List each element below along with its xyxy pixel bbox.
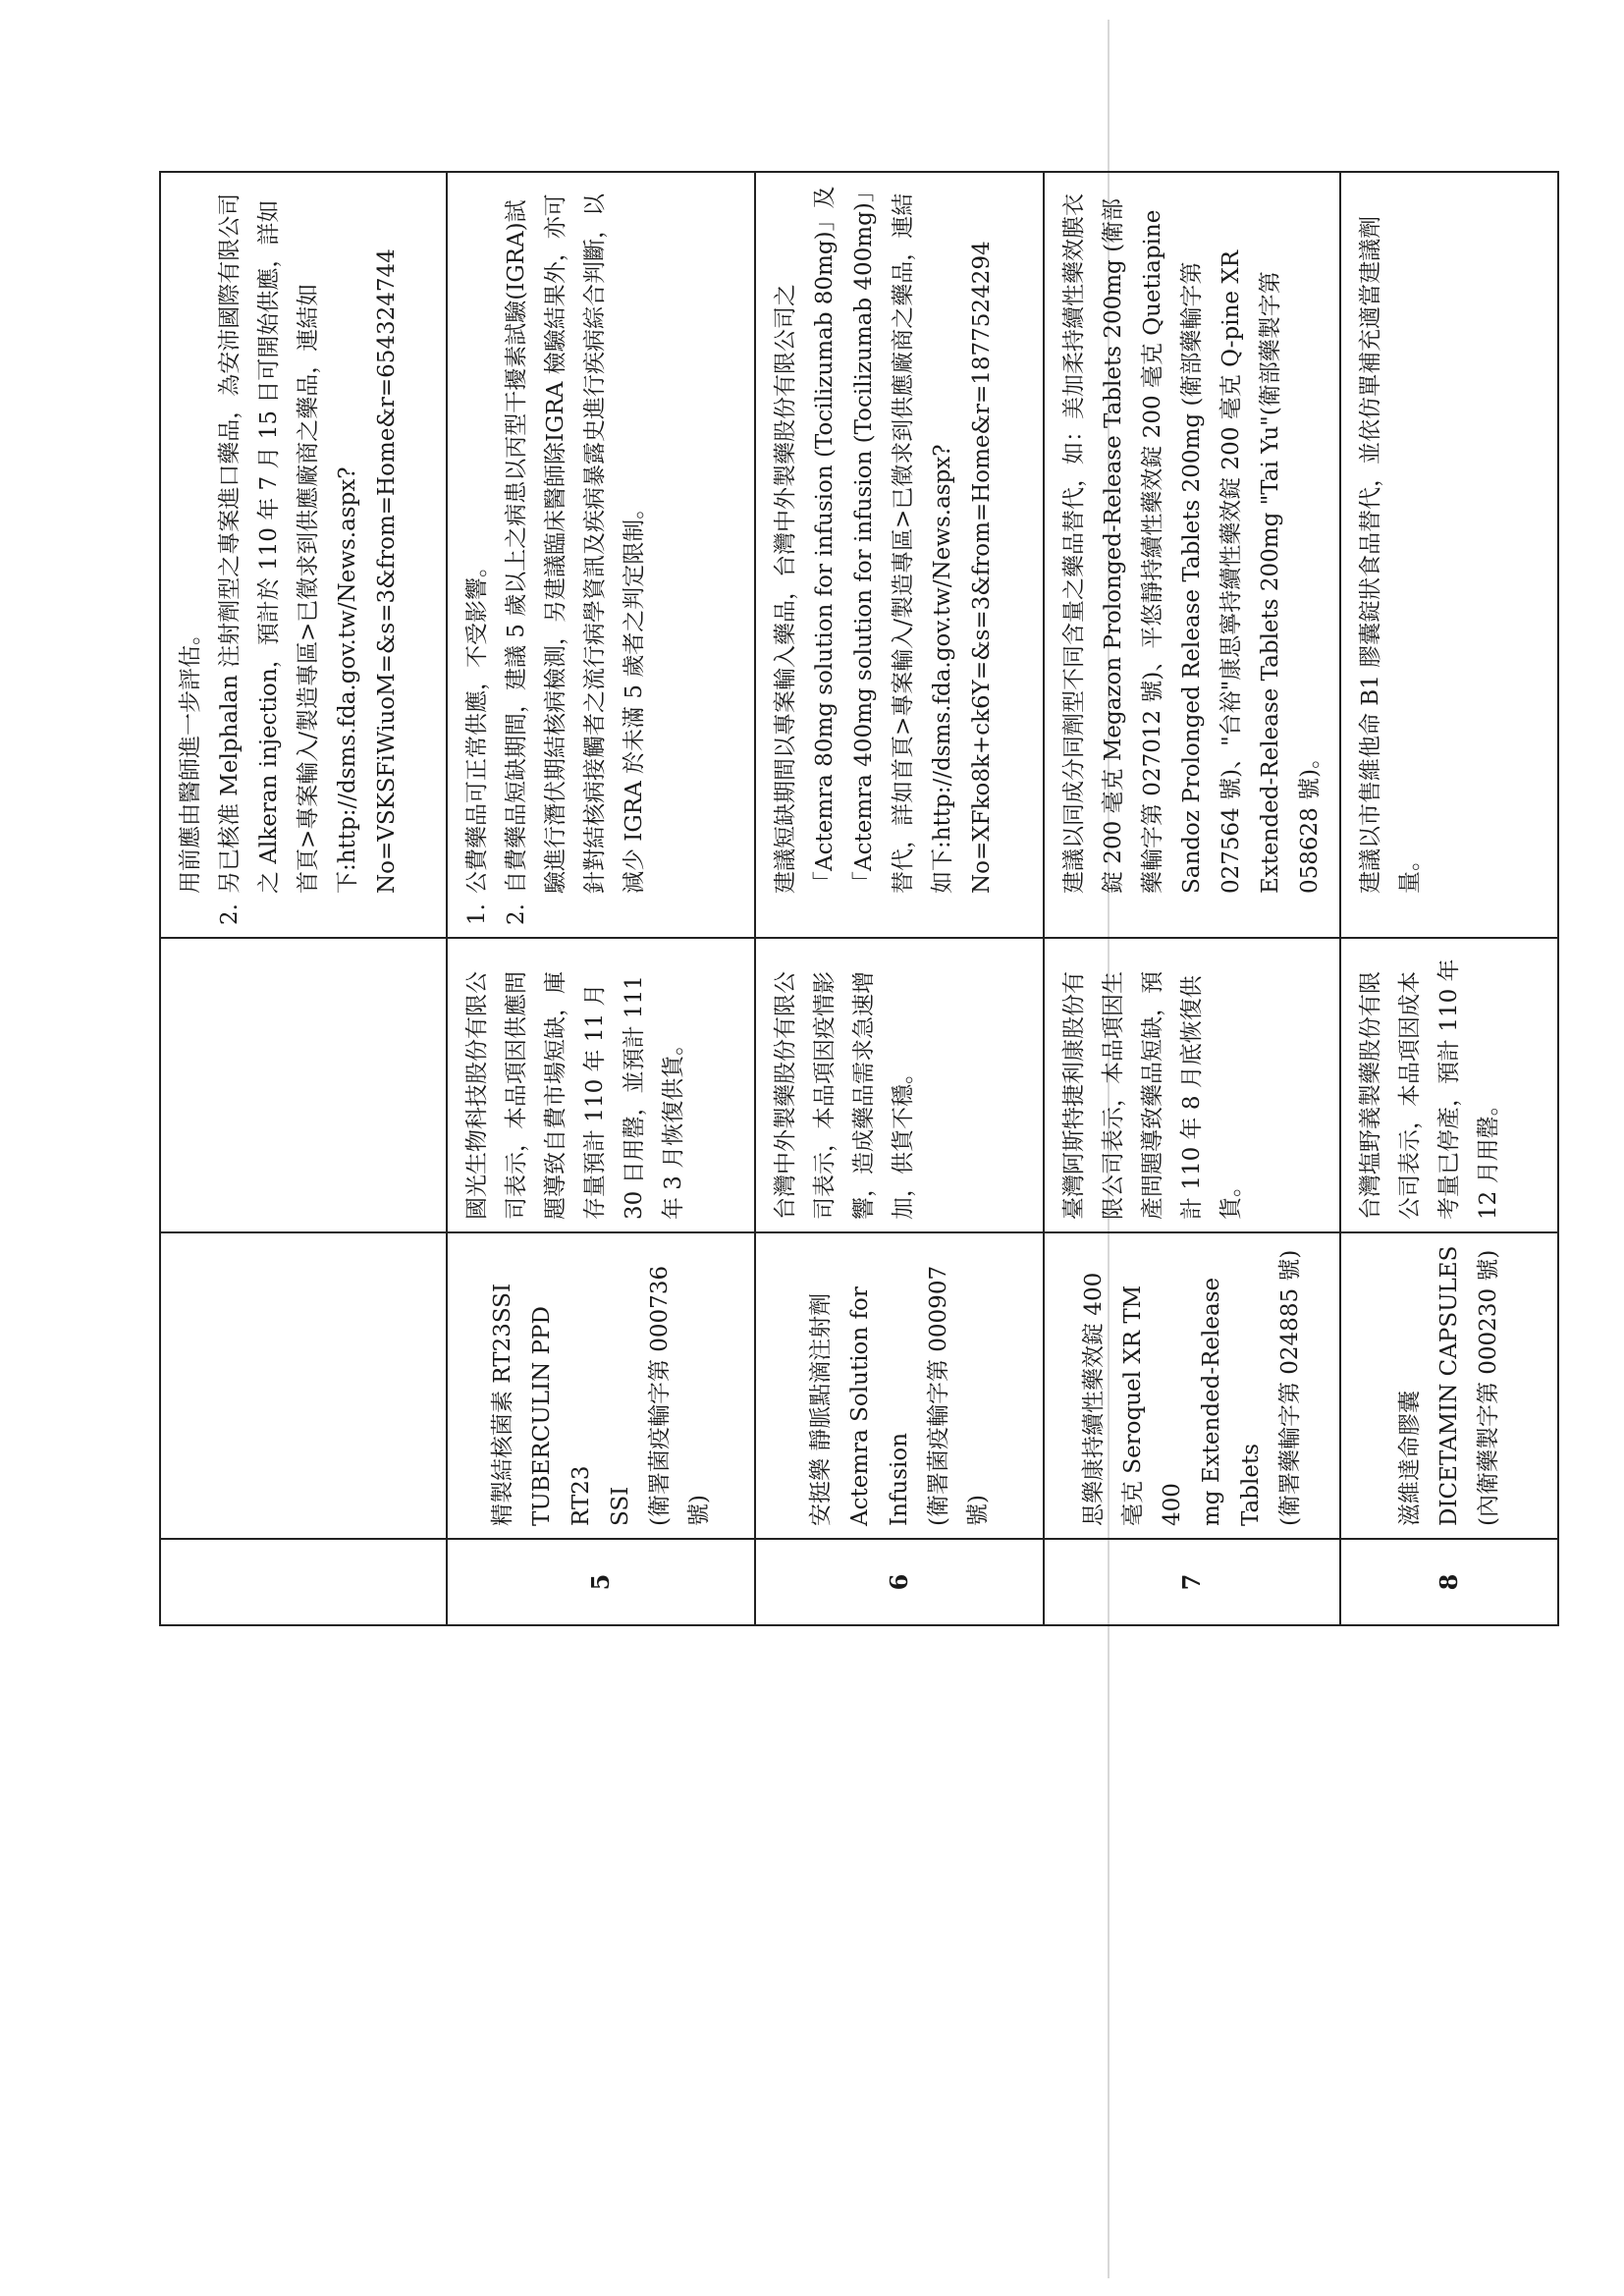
drug-name-line: (內衛藥製字第 000230 號) — [1476, 1249, 1501, 1526]
drug-name-line: (衛署菌疫輸字第 000736 號) — [647, 1265, 712, 1526]
item-number — [766, 894, 1001, 925]
recommendation-item — [210, 185, 406, 925]
item-text: 公費藥品可正常供應，不受影響。 — [464, 555, 490, 894]
item-text: 建議短缺期間以專案輸入藥品，台灣中外製藥股份有限公司之「Actemra 80mg solution for infusion (Tocilizumab 80mg)」及「Actemra 400mg solution for infusion (Tocilizumab 400mg)」替代，詳如首頁>專案輸入/製造專區>已徵求到供應廠商之藥品，連結如下:http://dsms.fda.gov.tw/News.aspx?No=XFko8k+ck6Y=&s=3&from=Home&r=1877524294 — [773, 186, 995, 894]
recommendation-cell — [160, 172, 447, 938]
recommendation-item — [171, 185, 210, 925]
drug-name-cell — [755, 1232, 1044, 1539]
drug-name-line: Actemra Solution for Infusion — [847, 1286, 912, 1526]
table-row — [1044, 172, 1340, 1625]
row-number: 7 — [1044, 1539, 1340, 1625]
item-number — [171, 894, 210, 925]
table-row — [447, 172, 755, 1625]
row-number: 5 — [447, 1539, 755, 1625]
row-number — [160, 1539, 447, 1625]
recommendation-item — [497, 185, 654, 925]
drug-name-line: (衛署藥輸字第 024885 號) — [1277, 1249, 1303, 1526]
row-number: 6 — [755, 1539, 1044, 1625]
shortage-reason-cell: 台灣中外製藥股份有限公司表示，本品項因疫情影響，造成藥品需求急速增加，供貨不穩。 — [755, 938, 1044, 1232]
shortage-reason-cell: 臺灣阿斯特捷利康股份有限公司表示，本品項因生產問題導致藥品短缺，預計 110 年 8 月底恢復供貨。 — [1044, 938, 1340, 1232]
item-text: 用前應由醫師進一步評估。 — [178, 623, 203, 894]
drug-name-line: 安挺樂 靜脈點滴注射劑 — [808, 1292, 834, 1526]
drug-name-line: (衛署菌疫輸字第 000907 號) — [926, 1265, 991, 1526]
table-row — [1340, 172, 1558, 1625]
drug-shortage-table — [159, 171, 1559, 1626]
item-number: 1. — [464, 903, 490, 925]
recommendation-item — [766, 185, 1001, 925]
shortage-reason-cell — [160, 938, 447, 1232]
drug-name-line: mg Extended-Release Tablets — [1199, 1277, 1264, 1526]
recommendation-cell — [447, 172, 755, 938]
shortage-reason-cell: 國光生物科技股份有限公司表示，本品項因供應問題導致自費市場短缺，庫存量預計 110 年 11 月 30 日用罄，並預計 111 年 3 月恢復供貨。 — [447, 938, 755, 1232]
table-row — [160, 172, 447, 1625]
drug-name-line: 毫克 Seroquel XR TM 400 — [1120, 1285, 1185, 1526]
item-number — [1351, 894, 1430, 925]
item-number: 2. — [504, 903, 529, 925]
recommendation-cell — [1044, 172, 1340, 938]
drug-name-line: 思樂康持續性藥效錠 400 — [1081, 1272, 1107, 1526]
drug-name-line: 精製結核菌素 RT23SSI — [490, 1283, 515, 1526]
item-text: 另已核准 Melphalan 注射劑型之專案進口藥品，為安沛國際有限公司之 Alkeran injection，預計於 110 年 7 月 15 日可開始供應，詳如首頁>專案輸入/製造專區>已徵求到供應廠商之藥品，連結如下:http://dsms.fda.gov.tw/News.aspx?No=VSKSFiWiuoM=&s=3&from=Home&r=654324744 — [217, 192, 400, 894]
recommendation-cell — [755, 172, 1044, 938]
drug-name-cell — [160, 1232, 447, 1539]
drug-name-line: 滋維達命膠囊 — [1397, 1391, 1423, 1526]
drug-name-cell — [1340, 1232, 1558, 1539]
item-text: 建議以市售維他命 B1 膠囊錠狀食品替代，並依仿單補充適當建議劑量。 — [1358, 215, 1423, 894]
rotated-page — [159, 173, 1501, 1626]
recommendation-item — [1055, 185, 1329, 925]
recommendation-item — [458, 185, 497, 925]
item-number: 2. — [217, 903, 243, 925]
drug-name-cell — [1044, 1232, 1340, 1539]
drug-name-line: TUBERCULIN PPD RT23 — [529, 1306, 594, 1526]
row-number: 8 — [1340, 1539, 1558, 1625]
table-row — [755, 172, 1044, 1625]
recommendation-item — [1351, 185, 1430, 925]
drug-name-line: SSI — [608, 1486, 633, 1526]
shortage-reason-cell: 台灣塩野義製藥股份有限公司表示，本品項因成本考量已停產，預計 110 年 12 月用罄。 — [1340, 938, 1558, 1232]
drug-name-line: DICETAMIN CAPSULES — [1436, 1245, 1462, 1526]
item-text: 自費藥品短缺期間，建議 5 歲以上之病患以丙型干擾素試驗(IGRA)試驗進行潛伏期結核病檢測，另建議臨床醫師除IGRA 檢驗結果外，亦可針對結核病接觸者之流行病學資訊及疾病暴露史進行疾病綜合判斷，以減少 IGRA 於未滿 5 歲者之判定限制。 — [504, 193, 647, 894]
item-number — [1055, 894, 1329, 925]
item-text: 建議以同成分同劑型不同含量之藥品替代，如：美加柔持續性藥效膜衣錠 200 毫克 Megazon Prolonged-Release Tablets 200mg (衛部藥輸字第 027012 號)、平悠靜持續性藥效錠 200 毫克 Quetiapine Sandoz Prolonged Release Tablets 200mg (衛部藥輸字第 027564 號)、"台裕"康思寧持續性藥效錠 200 毫克 Q-pine XR Extended-Release Tablets 200mg "Tai Yu"(衛部藥製字第 058628 號)。 — [1061, 193, 1323, 894]
drug-name-cell — [447, 1232, 755, 1539]
recommendation-cell — [1340, 172, 1558, 938]
